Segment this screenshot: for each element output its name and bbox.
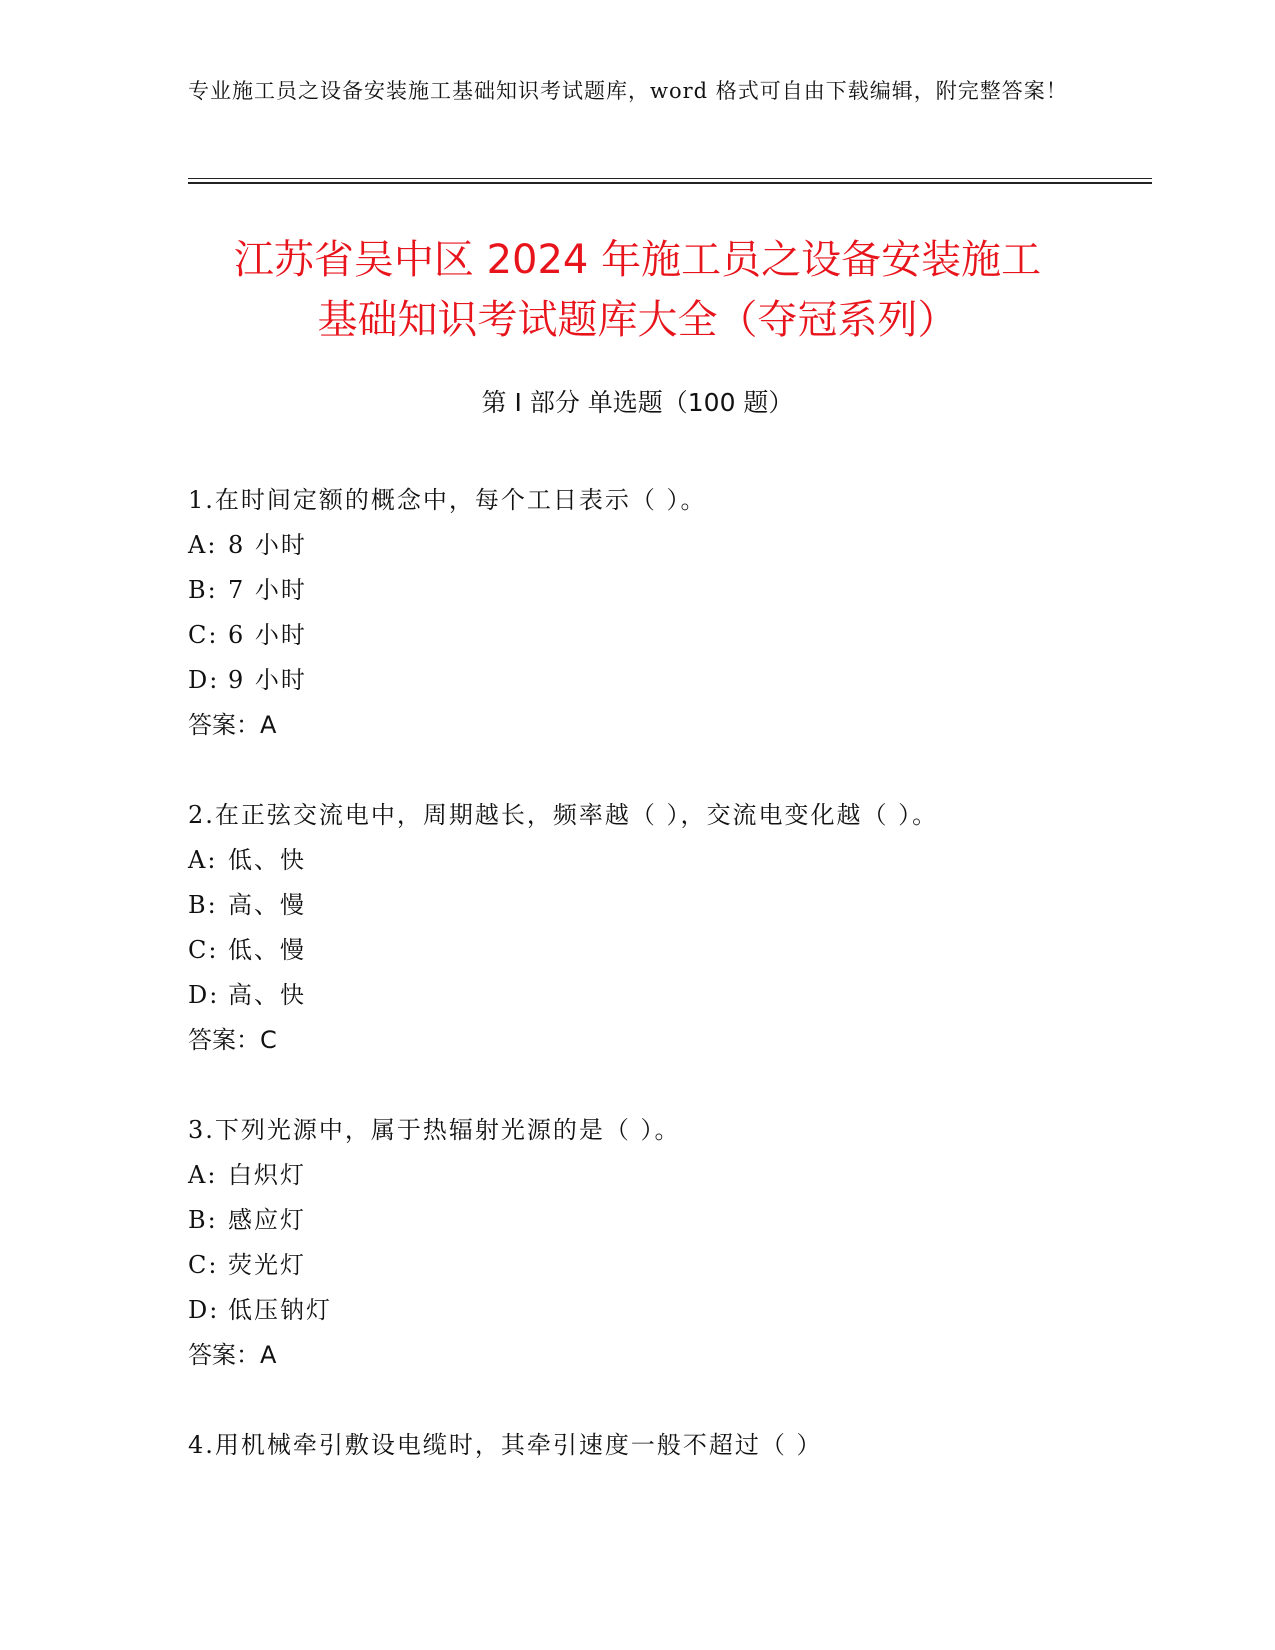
option-c (188, 928, 1148, 973)
option-text: 荧光灯 (228, 1251, 306, 1279)
option-a (188, 838, 1148, 883)
option-text: 9 小时 (228, 666, 307, 694)
section-title: 第 I 部分 单选题（100 题） (481, 388, 794, 417)
question-stem: 3.下列光源中，属于热辐射光源的是（ ）。 (188, 1116, 681, 1144)
option-text: 高、慢 (228, 891, 306, 919)
question-list (188, 478, 1148, 1468)
question-stem: 2.在正弦交流电中，周期越长，频率越（ ），交流电变化越（ ）。 (188, 801, 939, 829)
header-divider-thin (188, 178, 1152, 179)
option-b (188, 883, 1148, 928)
option-text: 白炽灯 (228, 1161, 306, 1189)
option-text: 低、快 (228, 846, 306, 874)
document-title (150, 230, 1125, 350)
option-d (188, 973, 1148, 1018)
option-text: 6 小时 (228, 621, 307, 649)
answer-line (188, 703, 1148, 748)
question-1 (188, 478, 1148, 748)
option-letter: D: (188, 981, 220, 1009)
option-letter: C: (188, 1251, 219, 1279)
option-letter: A: (188, 1161, 218, 1189)
option-letter: B: (188, 891, 218, 919)
question-2 (188, 793, 1148, 1063)
option-letter: A: (188, 846, 218, 874)
option-text: 7 小时 (228, 576, 307, 604)
answer-label: 答案： (188, 1341, 260, 1369)
option-letter: B: (188, 576, 218, 604)
option-letter: D: (188, 1296, 220, 1324)
option-c (188, 1243, 1148, 1288)
option-a (188, 523, 1148, 568)
option-b (188, 568, 1148, 613)
question-stem: 4.用机械牵引敷设电缆时，其牵引速度一般不超过（ ） (188, 1431, 823, 1459)
option-text: 8 小时 (228, 531, 307, 559)
option-d (188, 658, 1148, 703)
option-letter: D: (188, 666, 220, 694)
option-text: 低、慢 (228, 936, 306, 964)
document-title-line-2: 基础知识考试题库大全（夺冠系列） (317, 297, 958, 343)
header-note: 专业施工员之设备安装施工基础知识考试题库，word 格式可自由下载编辑，附完整答案！ (188, 79, 1068, 103)
answer-value: C (260, 1026, 277, 1054)
option-letter: C: (188, 621, 219, 649)
answer-label: 答案： (188, 711, 260, 739)
option-a (188, 1153, 1148, 1198)
question-4 (188, 1423, 1148, 1468)
answer-value: A (260, 711, 277, 739)
option-text: 高、快 (228, 981, 306, 1009)
answer-label: 答案： (188, 1026, 260, 1054)
question-stem: 1.在时间定额的概念中，每个工日表示（ ）。 (188, 486, 707, 514)
question-3 (188, 1108, 1148, 1378)
option-c (188, 613, 1148, 658)
option-letter: A: (188, 531, 218, 559)
option-b (188, 1198, 1148, 1243)
document-title-line-1: 江苏省吴中区 2024 年施工员之设备安装施工 (233, 237, 1042, 283)
option-letter: C: (188, 936, 219, 964)
answer-line (188, 1018, 1148, 1063)
option-letter: B: (188, 1206, 218, 1234)
answer-value: A (260, 1341, 277, 1369)
option-d (188, 1288, 1148, 1333)
option-text: 感应灯 (228, 1206, 306, 1234)
option-text: 低压钠灯 (228, 1296, 332, 1324)
header-divider-thick (188, 182, 1152, 184)
answer-line (188, 1333, 1148, 1378)
